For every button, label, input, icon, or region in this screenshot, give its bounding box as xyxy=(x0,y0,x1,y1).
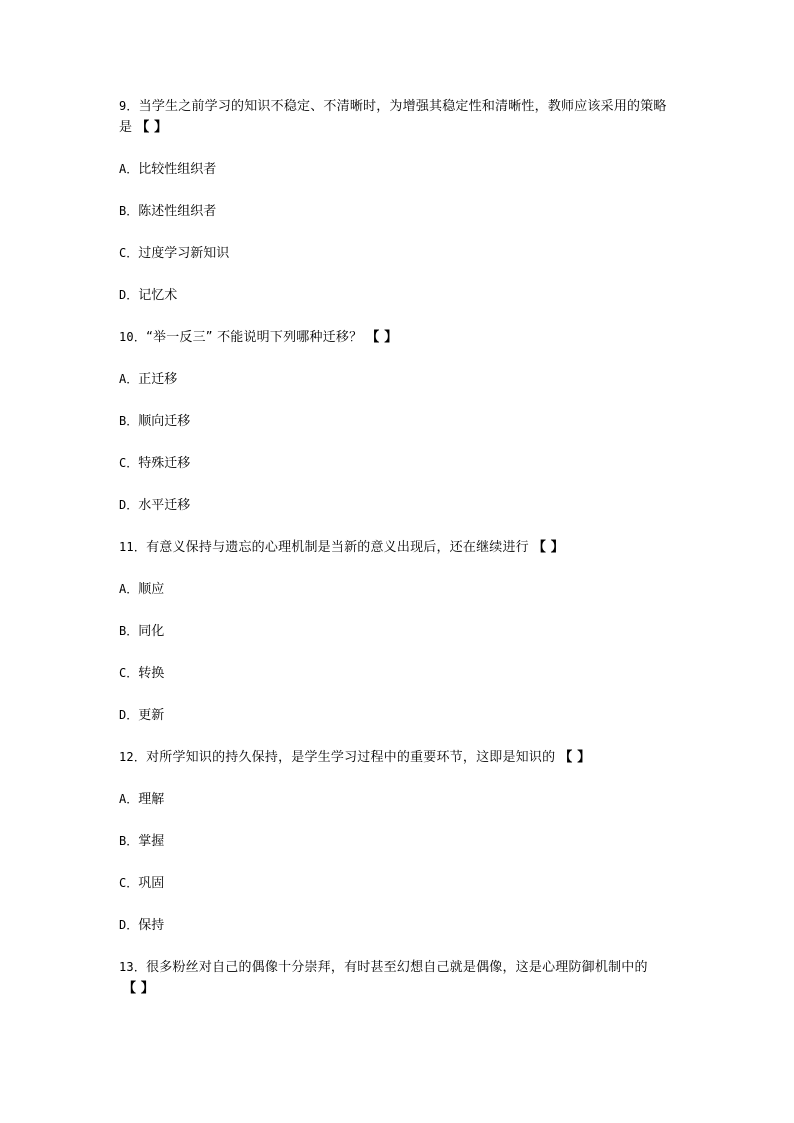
question-number: 11． xyxy=(119,540,147,554)
option-letter: C． xyxy=(119,666,139,680)
option-11-c xyxy=(119,663,679,684)
option-text: 顺向迁移 xyxy=(138,414,191,429)
option-text: 掌握 xyxy=(138,834,165,849)
option-letter: B． xyxy=(119,834,139,848)
option-text: 水平迁移 xyxy=(138,498,191,513)
option-text: 转换 xyxy=(138,666,165,681)
question-10 xyxy=(119,327,679,348)
option-12-c xyxy=(119,873,679,894)
option-text: 理解 xyxy=(138,792,165,807)
answer-bracket: 【 】 xyxy=(532,540,565,555)
option-12-b xyxy=(119,831,679,852)
option-letter: A． xyxy=(119,792,139,806)
document-page xyxy=(119,96,679,1020)
option-letter: A． xyxy=(119,582,139,596)
option-11-a xyxy=(119,579,679,600)
option-letter: D． xyxy=(119,498,139,512)
option-letter: B． xyxy=(119,624,139,638)
option-letter: B． xyxy=(119,204,139,218)
option-letter: B． xyxy=(119,414,139,428)
question-text: 有意义保持与遗忘的心理机制是当新的意义出现后，还在继续进行 xyxy=(146,540,529,555)
option-10-c xyxy=(119,453,679,474)
option-10-b xyxy=(119,411,679,432)
option-text: 比较性组织者 xyxy=(138,162,217,177)
option-9-d xyxy=(119,285,679,306)
answer-bracket: 【 】 xyxy=(123,981,155,996)
answer-bracket: 【 】 xyxy=(136,120,168,135)
question-number: 10． xyxy=(119,330,147,344)
option-10-a xyxy=(119,369,679,390)
question-text: 对所学知识的持久保持，是学生学习过程中的重要环节，这即是知识的 xyxy=(146,750,556,765)
option-12-a xyxy=(119,789,679,810)
option-text: 顺应 xyxy=(138,582,165,597)
option-text: 保持 xyxy=(138,918,165,933)
option-9-c xyxy=(119,243,679,264)
option-letter: C． xyxy=(119,876,139,890)
option-12-d xyxy=(119,915,679,936)
option-letter: D． xyxy=(119,288,139,302)
option-text: 记忆术 xyxy=(138,288,178,303)
question-number: 13． xyxy=(119,960,147,974)
option-11-b xyxy=(119,621,679,642)
option-letter: C． xyxy=(119,246,139,260)
question-number: 9． xyxy=(119,99,139,113)
option-text: 正迁移 xyxy=(138,372,178,387)
question-text: “举一反三” 不能说明下列哪种迁移？ xyxy=(146,330,363,345)
question-number: 12． xyxy=(119,750,147,764)
question-12 xyxy=(119,747,679,768)
question-9 xyxy=(119,96,679,138)
option-text: 陈述性组织者 xyxy=(138,204,217,219)
option-letter: D． xyxy=(119,708,139,722)
question-11 xyxy=(119,537,679,558)
option-11-d xyxy=(119,705,679,726)
option-letter: D． xyxy=(119,918,139,932)
option-letter: A． xyxy=(119,372,139,386)
option-9-a xyxy=(119,159,679,180)
option-9-b xyxy=(119,201,679,222)
option-10-d xyxy=(119,495,679,516)
option-text: 巩固 xyxy=(138,876,165,891)
answer-bracket: 【 】 xyxy=(559,750,591,765)
option-text: 过度学习新知识 xyxy=(138,246,230,261)
answer-bracket: 【 】 xyxy=(366,330,398,345)
option-letter: C． xyxy=(119,456,139,470)
option-text: 特殊迁移 xyxy=(138,456,191,471)
option-text: 同化 xyxy=(138,624,165,639)
question-text: 很多粉丝对自己的偶像十分崇拜，有时甚至幻想自己就是偶像，这是心理防御机制中的 xyxy=(146,960,648,975)
question-text: 当学生之前学习的知识不稳定、不清晰时，为增强其稳定性和清晰性，教师应该采用的策略是 xyxy=(119,99,667,135)
option-text: 更新 xyxy=(138,708,165,723)
option-letter: A． xyxy=(119,162,139,176)
question-13 xyxy=(119,957,679,999)
